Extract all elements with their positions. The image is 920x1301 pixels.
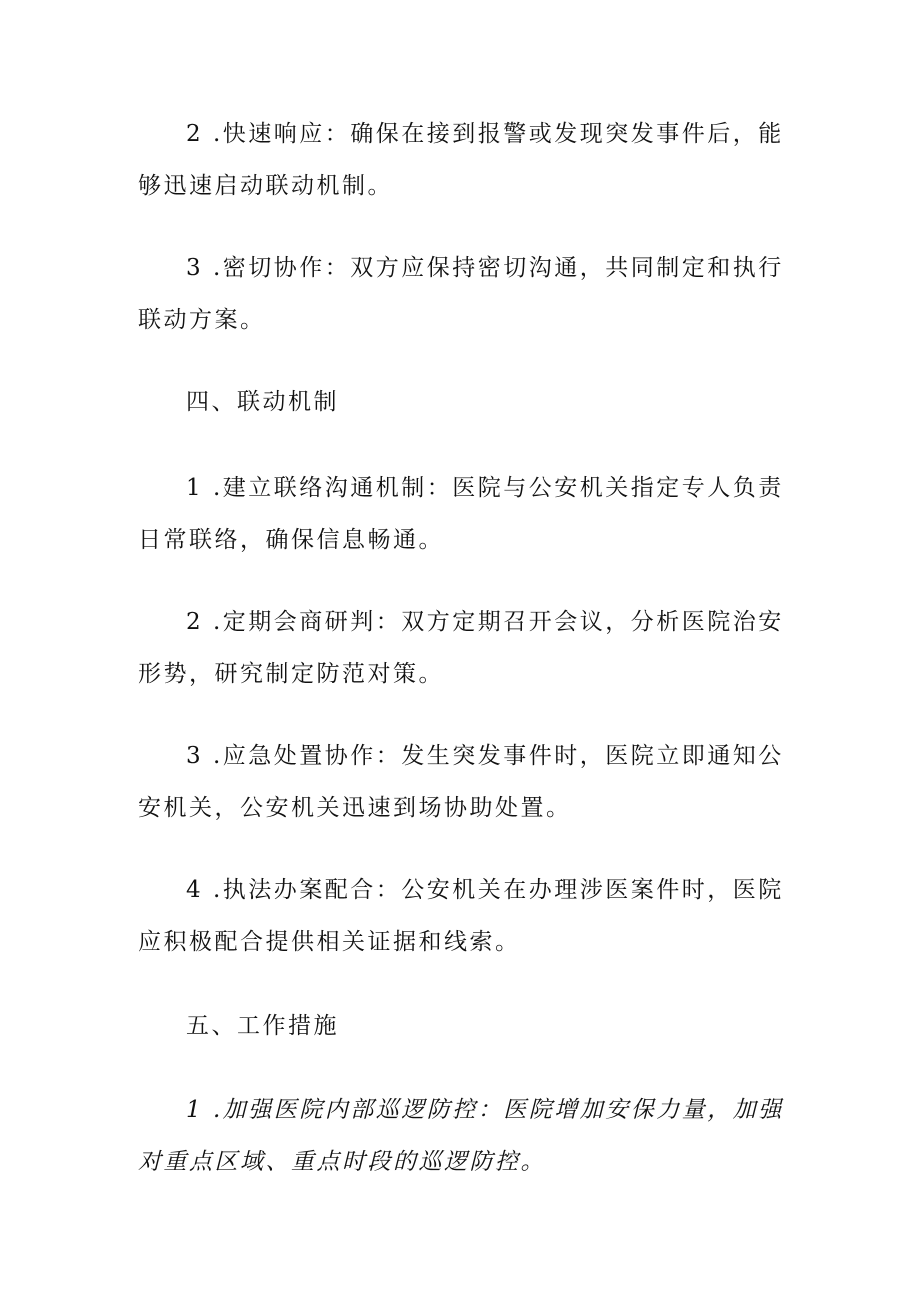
paragraph-emergency-cooperation: 3 .应急处置协作：发生突发事件时，医院立即通知公安机关，公安机关迅速到场协助处置。 xyxy=(138,743,784,821)
paragraph-patrol-control: 1 .加强医院内部巡逻防控：医院增加安保力量，加强对重点区域、重点时段的巡逻防控。 xyxy=(138,1097,784,1175)
paragraph-law-enforcement-coordination: 4 .执法办案配合：公安机关在办理涉医案件时，医院应积极配合提供相关证据和线索。 xyxy=(138,877,784,955)
section-heading-linkage-mechanism: 四、联动机制 xyxy=(186,389,339,415)
paragraph-communication-mechanism: 1 .建立联络沟通机制：医院与公安机关指定专人负责日常联络，确保信息畅通。 xyxy=(138,475,784,553)
section-heading-work-measures: 五、工作措施 xyxy=(186,1013,339,1039)
paragraph-quick-response: 2 .快速响应：确保在接到报警或发现突发事件后，能够迅速启动联动机制。 xyxy=(138,121,784,199)
paragraph-regular-consultation: 2 .定期会商研判：双方定期召开会议，分析医院治安形势，研究制定防范对策。 xyxy=(138,609,784,687)
paragraph-close-cooperation: 3 .密切协作：双方应保持密切沟通，共同制定和执行联动方案。 xyxy=(138,255,784,333)
